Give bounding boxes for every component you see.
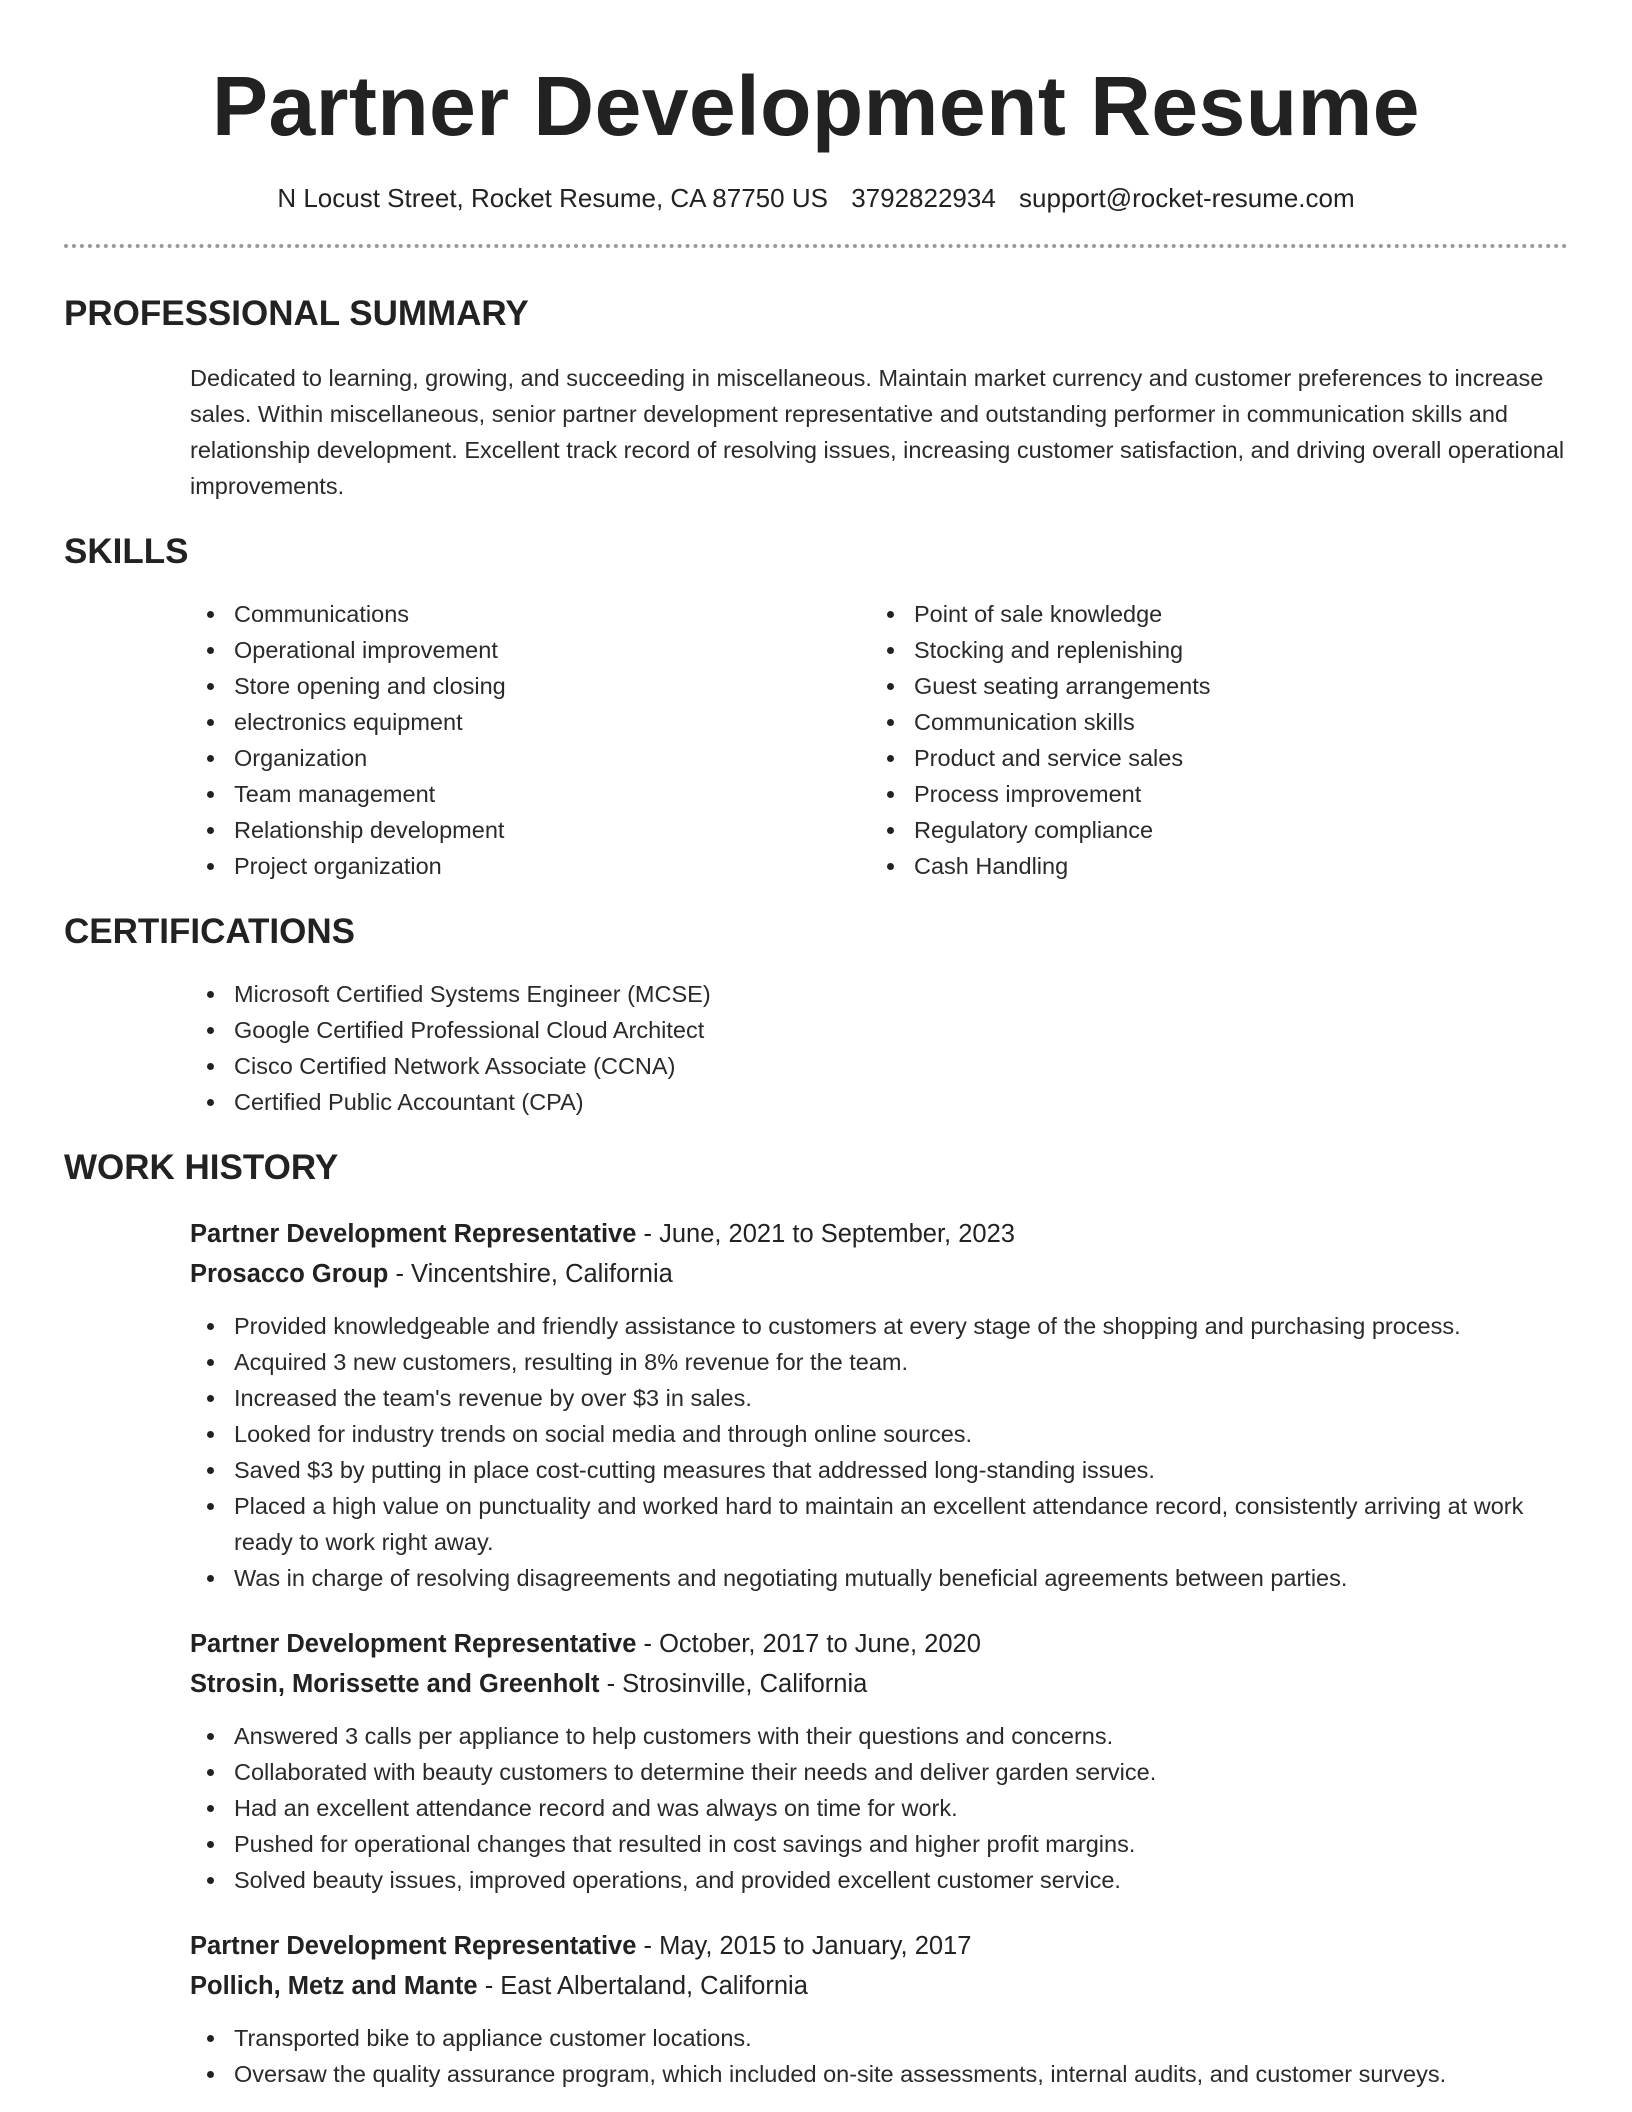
job-bullet: Increased the team's revenue by over $3 in sales. xyxy=(190,1380,1568,1416)
contact-line xyxy=(64,182,1568,214)
job-company-line xyxy=(190,1254,1568,1294)
job-entry xyxy=(190,1624,1568,1898)
job-role-line xyxy=(190,1214,1568,1254)
contact-email: support@rocket-resume.com xyxy=(1019,183,1355,213)
summary-text: Dedicated to learning, growing, and succeeding in miscellaneous. Maintain market currency and customer preferences to increase sales. Within miscellaneous, senior partner development representative and outstanding performer in communication skills and relationship development. Excellent track record of resolving issues, increasing customer satisfaction, and driving overall operational improvements. xyxy=(190,365,1565,499)
job-company-line xyxy=(190,1966,1568,2006)
job-bullets xyxy=(190,1308,1568,1596)
job-entry xyxy=(190,1926,1568,2092)
skills-column-left xyxy=(190,596,870,884)
job-bullet: Acquired 3 new customers, resulting in 8% revenue for the team. xyxy=(190,1344,1568,1380)
job-company: Strosin, Morissette and Greenholt xyxy=(190,1670,600,1698)
skill-item: Product and service sales xyxy=(870,740,1550,776)
job-location: - Vincentshire, California xyxy=(388,1260,673,1288)
job-company: Pollich, Metz and Mante xyxy=(190,1972,478,2000)
job-bullet: Solved beauty issues, improved operations, and provided excellent customer service. xyxy=(190,1862,1568,1898)
skill-item: Communications xyxy=(190,596,870,632)
job-bullet: Transported bike to appliance customer locations. xyxy=(190,2020,1568,2056)
job-company: Prosacco Group xyxy=(190,1260,389,1288)
job-entry xyxy=(190,1214,1568,1596)
job-role: Partner Development Representative xyxy=(190,1220,637,1248)
skill-item: electronics equipment xyxy=(190,704,870,740)
section-title-certifications: CERTIFICATIONS xyxy=(64,912,356,951)
section-title-summary: PROFESSIONAL SUMMARY xyxy=(64,294,529,333)
skill-item: Organization xyxy=(190,740,870,776)
job-role-line xyxy=(190,1926,1568,1966)
skill-item: Guest seating arrangements xyxy=(870,668,1550,704)
job-bullet: Answered 3 calls per appliance to help customers with their questions and concerns. xyxy=(190,1718,1568,1754)
resume-title: Partner Development Resume xyxy=(211,59,1421,153)
job-bullet: Had an excellent attendance record and was always on time for work. xyxy=(190,1790,1568,1826)
job-bullet: Collaborated with beauty customers to determine their needs and deliver garden service. xyxy=(190,1754,1568,1790)
skill-item: Operational improvement xyxy=(190,632,870,668)
job-bullet: Oversaw the quality assurance program, which included on-site assessments, internal audits, and customer surveys. xyxy=(190,2056,1568,2092)
job-dates: - May, 2015 to January, 2017 xyxy=(636,1932,972,1960)
job-location: - East Albertaland, California xyxy=(477,1972,808,2000)
job-bullet: Was in charge of resolving disagreements and negotiating mutually beneficial agreements between parties. xyxy=(190,1560,1568,1596)
job-location: - Strosinville, California xyxy=(599,1670,868,1698)
skill-item: Process improvement xyxy=(870,776,1550,812)
section-title-skills: SKILLS xyxy=(64,532,189,571)
skill-item: Stocking and replenishing xyxy=(870,632,1550,668)
job-bullet: Saved $3 by putting in place cost-cutting measures that addressed long-standing issues. xyxy=(190,1452,1568,1488)
skill-item: Team management xyxy=(190,776,870,812)
section-title-work-history: WORK HISTORY xyxy=(64,1148,339,1187)
skill-item: Point of sale knowledge xyxy=(870,596,1550,632)
certification-item: Certified Public Accountant (CPA) xyxy=(190,1084,1568,1120)
certification-item: Google Certified Professional Cloud Architect xyxy=(190,1012,1568,1048)
job-bullet: Placed a high value on punctuality and worked hard to maintain an excellent attendance record, consistently arriving at work ready to work right away. xyxy=(190,1488,1568,1560)
certification-item: Cisco Certified Network Associate (CCNA) xyxy=(190,1048,1568,1084)
job-company-line xyxy=(190,1664,1568,1704)
job-role-line xyxy=(190,1624,1568,1664)
job-bullet: Looked for industry trends on social media and through online sources. xyxy=(190,1416,1568,1452)
job-bullets xyxy=(190,1718,1568,1898)
contact-address: N Locust Street, Rocket Resume, CA 87750 US xyxy=(277,183,828,213)
skills-column-right xyxy=(870,596,1550,884)
job-bullets xyxy=(190,2020,1568,2092)
skill-item: Regulatory compliance xyxy=(870,812,1550,848)
certifications-list xyxy=(190,976,1568,1120)
skills-grid xyxy=(190,596,1568,884)
job-role: Partner Development Representative xyxy=(190,1932,637,1960)
certification-item: Microsoft Certified Systems Engineer (MCSE) xyxy=(190,976,1568,1012)
job-dates: - June, 2021 to September, 2023 xyxy=(636,1220,1015,1248)
skill-item: Store opening and closing xyxy=(190,668,870,704)
skill-item: Relationship development xyxy=(190,812,870,848)
skill-item: Communication skills xyxy=(870,704,1550,740)
skill-item: Cash Handling xyxy=(870,848,1550,884)
job-bullet: Provided knowledgeable and friendly assistance to customers at every stage of the shopping and purchasing process. xyxy=(190,1308,1568,1344)
header-divider xyxy=(64,244,1568,248)
job-role: Partner Development Representative xyxy=(190,1630,637,1658)
job-dates: - October, 2017 to June, 2020 xyxy=(636,1630,981,1658)
skill-item: Project organization xyxy=(190,848,870,884)
job-bullet: Pushed for operational changes that resulted in cost savings and higher profit margins. xyxy=(190,1826,1568,1862)
contact-phone: 3792822934 xyxy=(851,183,996,213)
